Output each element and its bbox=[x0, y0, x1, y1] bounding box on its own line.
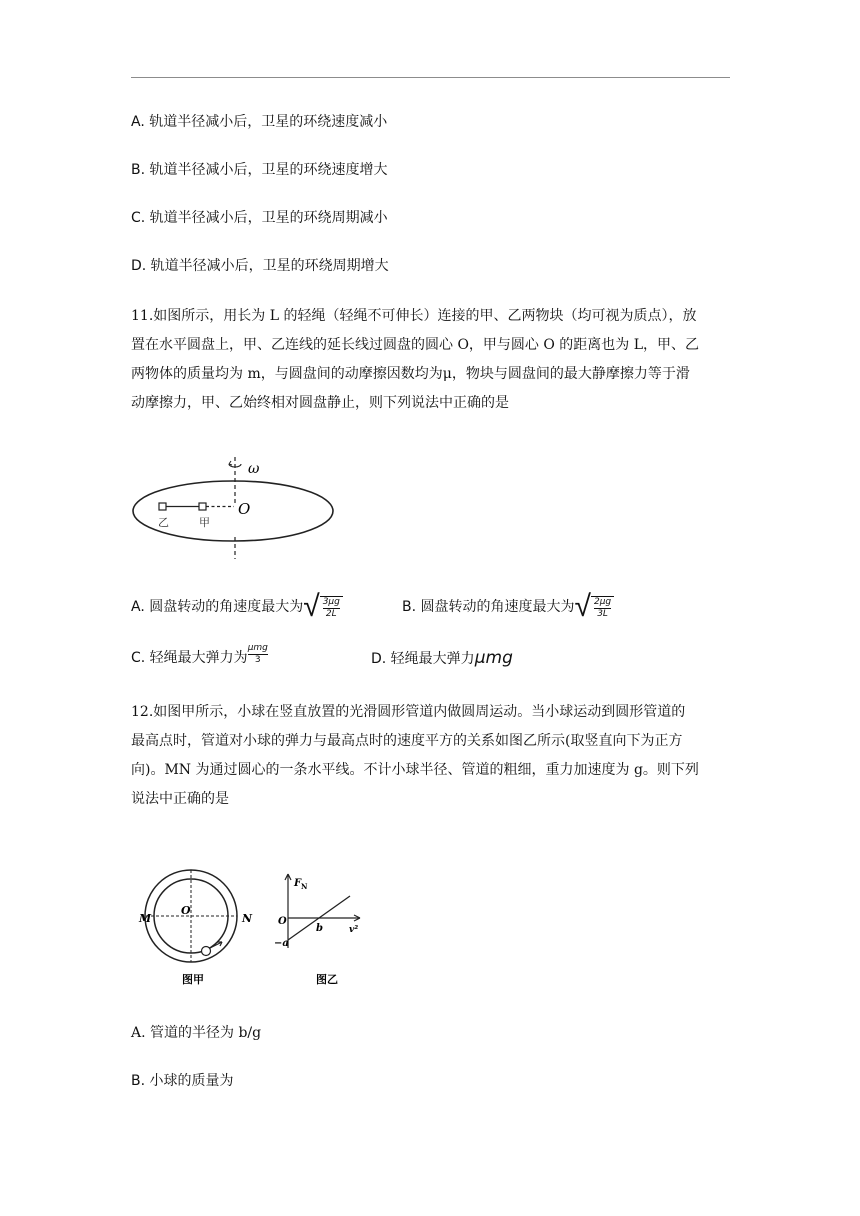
label-jia: 甲 bbox=[199, 516, 210, 529]
q11-option-a-formula: √ 3μg 2L bbox=[303, 592, 343, 622]
ball bbox=[202, 947, 211, 956]
q11-disc-figure bbox=[130, 455, 345, 565]
caption-jia: 图甲 bbox=[182, 973, 204, 986]
q11-stem bbox=[131, 306, 731, 422]
label-yi: 乙 bbox=[158, 516, 169, 529]
q11-option-d-text: D. 轻绳最大弹力 bbox=[371, 651, 475, 667]
q11-option-a bbox=[131, 587, 343, 627]
v2-label: v² bbox=[349, 925, 359, 935]
q12-option-a: A. 管道的半径为 b/g bbox=[131, 1025, 262, 1041]
q11-option-b-formula: √ 2μg 3L bbox=[575, 592, 615, 622]
formula-numerator: 2μg bbox=[593, 597, 612, 607]
label-n: N bbox=[242, 912, 253, 925]
q12-stem bbox=[131, 702, 731, 818]
q12-stem-line: 12.如图甲所示，小球在竖直放置的光滑圆形管道内做圆周运动。当小球运动到圆形管道的 bbox=[131, 704, 686, 720]
b-label: b bbox=[316, 923, 323, 934]
q12-option-b: B. 小球的质量为 bbox=[131, 1073, 234, 1089]
label-o: O bbox=[181, 904, 191, 917]
q12-graph-figure bbox=[270, 866, 370, 990]
q11-stem-line: 两物体的质量均为 m，与圆盘间的动摩擦因数均为μ，物块与圆盘间的最大静摩擦力等于滑 bbox=[131, 366, 690, 382]
neg-a-label: −a bbox=[274, 938, 289, 949]
q10-option-d: D. 轨道半径减小后，卫星的环绕周期增大 bbox=[131, 258, 389, 274]
q12-stem-line: 说法中正确的是 bbox=[131, 791, 229, 807]
formula-denominator: 3 bbox=[254, 654, 261, 665]
label-m: M bbox=[139, 912, 152, 925]
center-label: O bbox=[238, 500, 251, 518]
q11-option-b-text: B. 圆盘转动的角速度最大为 bbox=[402, 599, 575, 615]
q12-tube-figure bbox=[136, 862, 256, 990]
q11-option-a-text: A. 圆盘转动的角速度最大为 bbox=[131, 599, 304, 615]
block-jia bbox=[199, 503, 206, 510]
formula-denominator: 3L bbox=[597, 609, 608, 619]
fn-sub-label: N bbox=[301, 882, 308, 891]
q11-option-c-text: C. 轻绳最大弹力为 bbox=[131, 650, 248, 666]
q11-option-b bbox=[402, 587, 614, 627]
q10-option-a: A. 轨道半径减小后，卫星的环绕速度减小 bbox=[131, 114, 388, 130]
q11-option-d bbox=[371, 648, 513, 669]
q11-stem-line: 动摩擦力，甲、乙始终相对圆盘静止，则下列说法中正确的是 bbox=[131, 395, 509, 411]
formula-denominator: 2L bbox=[325, 609, 337, 619]
q11-option-c-formula bbox=[248, 643, 268, 666]
q10-option-b: B. 轨道半径减小后，卫星的环绕速度增大 bbox=[131, 162, 388, 178]
origin-label: O bbox=[278, 916, 287, 927]
q12-stem-line: 向)。MN 为通过圆心的一条水平线。不计小球半径、管道的粗细，重力加速度为 g。则下列 bbox=[131, 762, 699, 778]
q11-option-c bbox=[131, 640, 268, 676]
q11-option-d-formula: μmg bbox=[474, 648, 513, 668]
disc-ellipse bbox=[133, 481, 333, 541]
omega-label: ω bbox=[248, 461, 260, 477]
q12-stem-line: 最高点时，管道对小球的弹力与最高点时的速度平方的关系如图乙所示(取竖直向下为正方 bbox=[131, 733, 683, 749]
q11-stem-line: 置在水平圆盘上，甲、乙连线的延长线过圆盘的圆心 O，甲与圆心 O 的距离也为 L，甲、乙 bbox=[131, 337, 700, 353]
caption-yi: 图乙 bbox=[316, 973, 338, 986]
q11-stem-line: 11.如图所示，用长为 L 的轻绳（轻绳不可伸长）连接的甲、乙两物块（均可视为质点），放 bbox=[131, 308, 697, 324]
formula-numerator: 3μg bbox=[322, 597, 340, 607]
header-rule bbox=[131, 77, 730, 78]
formula-numerator: μmg bbox=[247, 642, 268, 653]
fn-label: F bbox=[294, 878, 302, 889]
block-yi bbox=[159, 503, 166, 510]
q10-option-c: C. 轨道半径减小后，卫星的环绕周期减小 bbox=[131, 210, 388, 226]
